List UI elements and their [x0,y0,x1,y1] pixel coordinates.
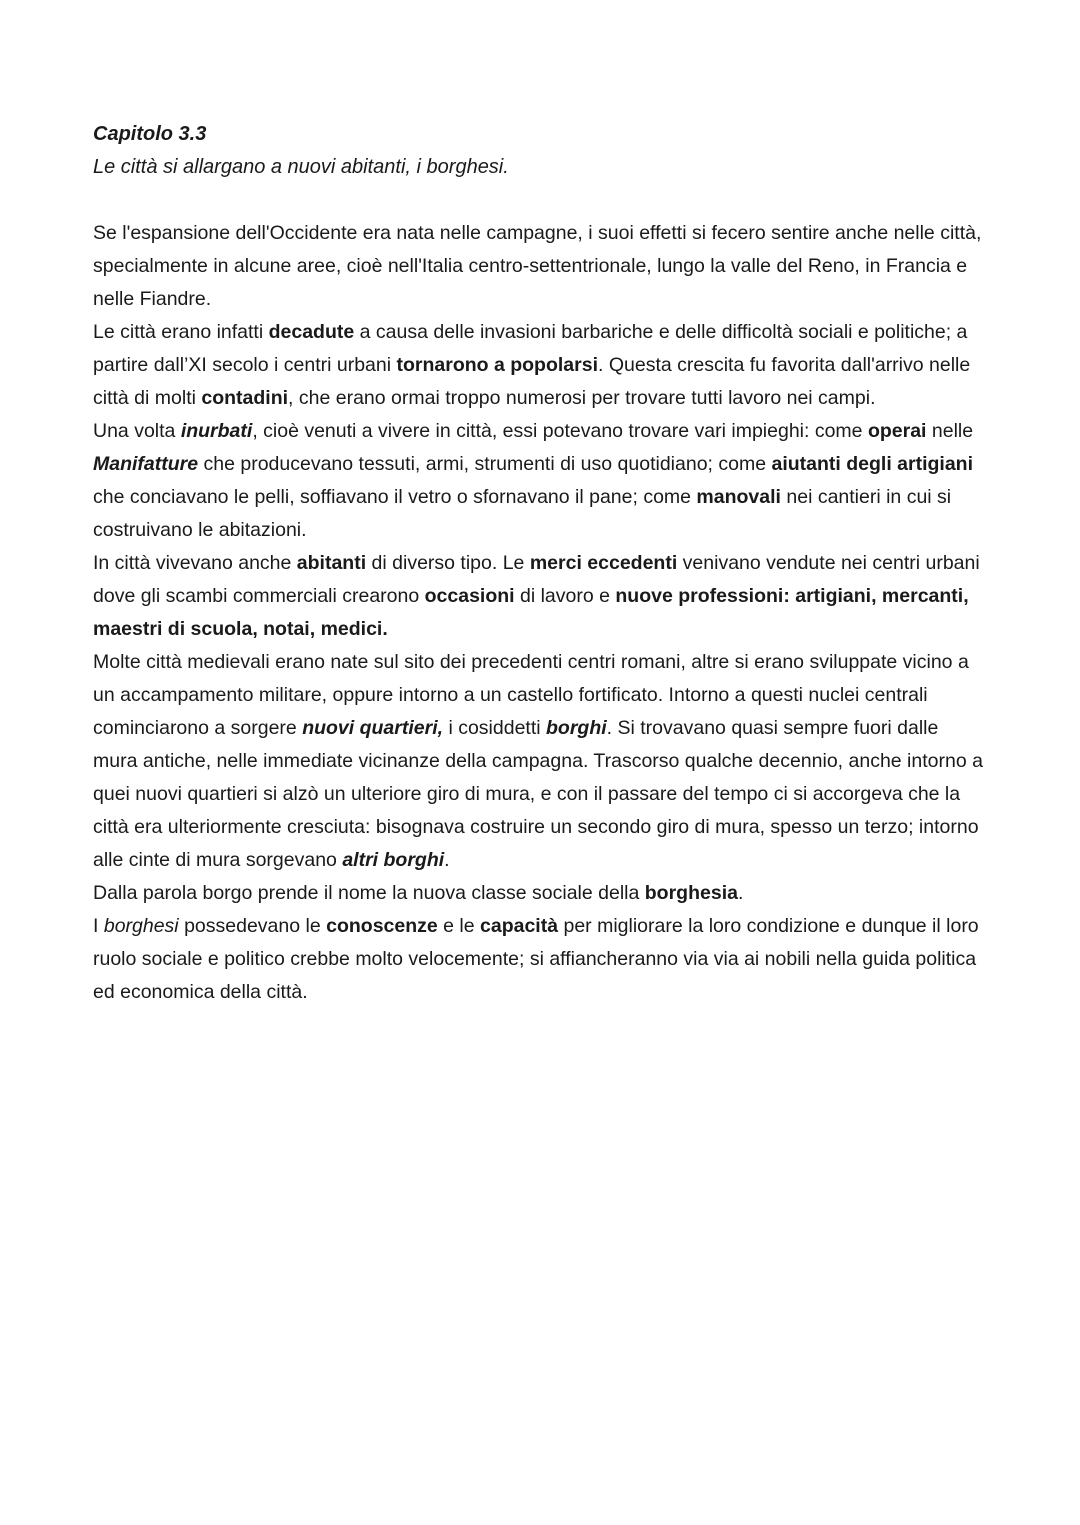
text-run: possedevano le [178,915,327,937]
text-run: venivano vendute nei centri urbani dove gli scambi commerciali crearono [93,552,980,607]
text-run: i cosiddetti [443,717,547,739]
text-run: che producevano tessuti, armi, strumenti di uso quotidiano; come [198,453,772,475]
text-run: abitanti [296,552,367,574]
paragraph [93,415,988,547]
text-run: conoscenze [326,915,438,937]
text-run: borghesi [103,915,179,937]
text-run: di diverso tipo. Le [366,552,530,574]
chapter-subtitle: Le città si allargano a nuovi abitanti, i borghesi. [93,156,509,178]
text-run: a causa delle invasioni barbariche e delle difficoltà sociali e politiche; a partire dall’XI secolo i centri urbani [93,321,968,376]
text-run: nei cantieri in cui si costruivano le abitazioni. [93,486,952,541]
text-run: capacità [480,915,559,937]
text-run: , cioè venuti a vivere in città, essi potevano trovare vari impieghi: come [252,420,868,442]
text-run: merci eccedenti [529,552,678,574]
text-run: . Questa crescita fu favorita dall'arrivo nelle città di molti [93,354,971,409]
paragraph [93,547,988,646]
text-run: Manifatture [93,453,199,475]
text-run: decadute [268,321,355,343]
paragraph [93,877,988,910]
text-run: che conciavano le pelli, soffiavano il vetro o sfornavano il pane; come [93,486,697,508]
chapter-title: Capitolo 3.3 [93,123,207,145]
paragraph [93,316,988,415]
text-run: Se l'espansione dell'Occidente era nata nelle campagne, i suoi effetti si fecero sentire anche nelle città, specialmente in alcune aree, cioè nell'Italia centro-settentrionale, lungo la valle del Reno, in Francia e nelle Fiandre. [93,222,982,310]
text-run: nuove professioni: artigiani, mercanti, maestri di scuola, notai, medici. [93,585,969,640]
text-run: Una volta [93,420,181,442]
text-run: occasioni [424,585,515,607]
text-run: . [737,882,744,904]
text-run: Le città erano infatti [93,321,269,343]
text-run: Dalla parola borgo prende il nome la nuova classe sociale della [93,882,645,904]
text-run: altri borghi [342,849,445,871]
text-run: , che erano ormai troppo numerosi per trovare tutti lavoro nei campi. [288,387,876,409]
text-run: In città vivevano anche [93,552,297,574]
document-body [93,217,988,1009]
text-run: . [444,849,450,871]
text-run: borghi [546,717,607,739]
paragraph [93,910,988,1009]
text-run: I [93,915,104,937]
text-run: di lavoro e [514,585,616,607]
paragraph [93,646,988,877]
text-run: aiutanti degli artigiani [771,453,974,475]
text-run: nuovi quartieri, [302,717,444,739]
text-run: contadini [201,387,289,409]
text-run: inurbati [180,420,253,442]
text-run: e le [437,915,481,937]
text-run: Molte città medievali erano nate sul sito dei precedenti centri romani, altre si erano sviluppate vicino a un accampamento militare, oppure intorno a un castello fortificato. Intorno a questi nuclei centrali cominciarono a sorgere [93,651,969,739]
text-run: borghesia [644,882,738,904]
text-run: operai [867,420,927,442]
text-run: per migliorare la loro condizione e dunque il loro ruolo sociale e politico crebbe molto velocemente; si affiancheranno via via ai nobili nella guida politica ed economica della città. [93,915,979,1003]
text-run: nelle [926,420,974,442]
text-run: tornarono a popolarsi [396,354,598,376]
text-run: . Si trovavano quasi sempre fuori dalle mura antiche, nelle immediate vicinanze della campagna. Trascorso qualche decennio, anche intorno a quei nuovi quartieri si alzò un ulteriore giro di mura, e con il passare del tempo ci si accorgeva che la città era ulteriormente cresciuta: bisognava costruire un secondo giro di mura, spesso un terzo; intorno alle cinte di mura sorgevano [93,717,983,871]
text-run: manovali [696,486,781,508]
paragraph [93,217,988,316]
